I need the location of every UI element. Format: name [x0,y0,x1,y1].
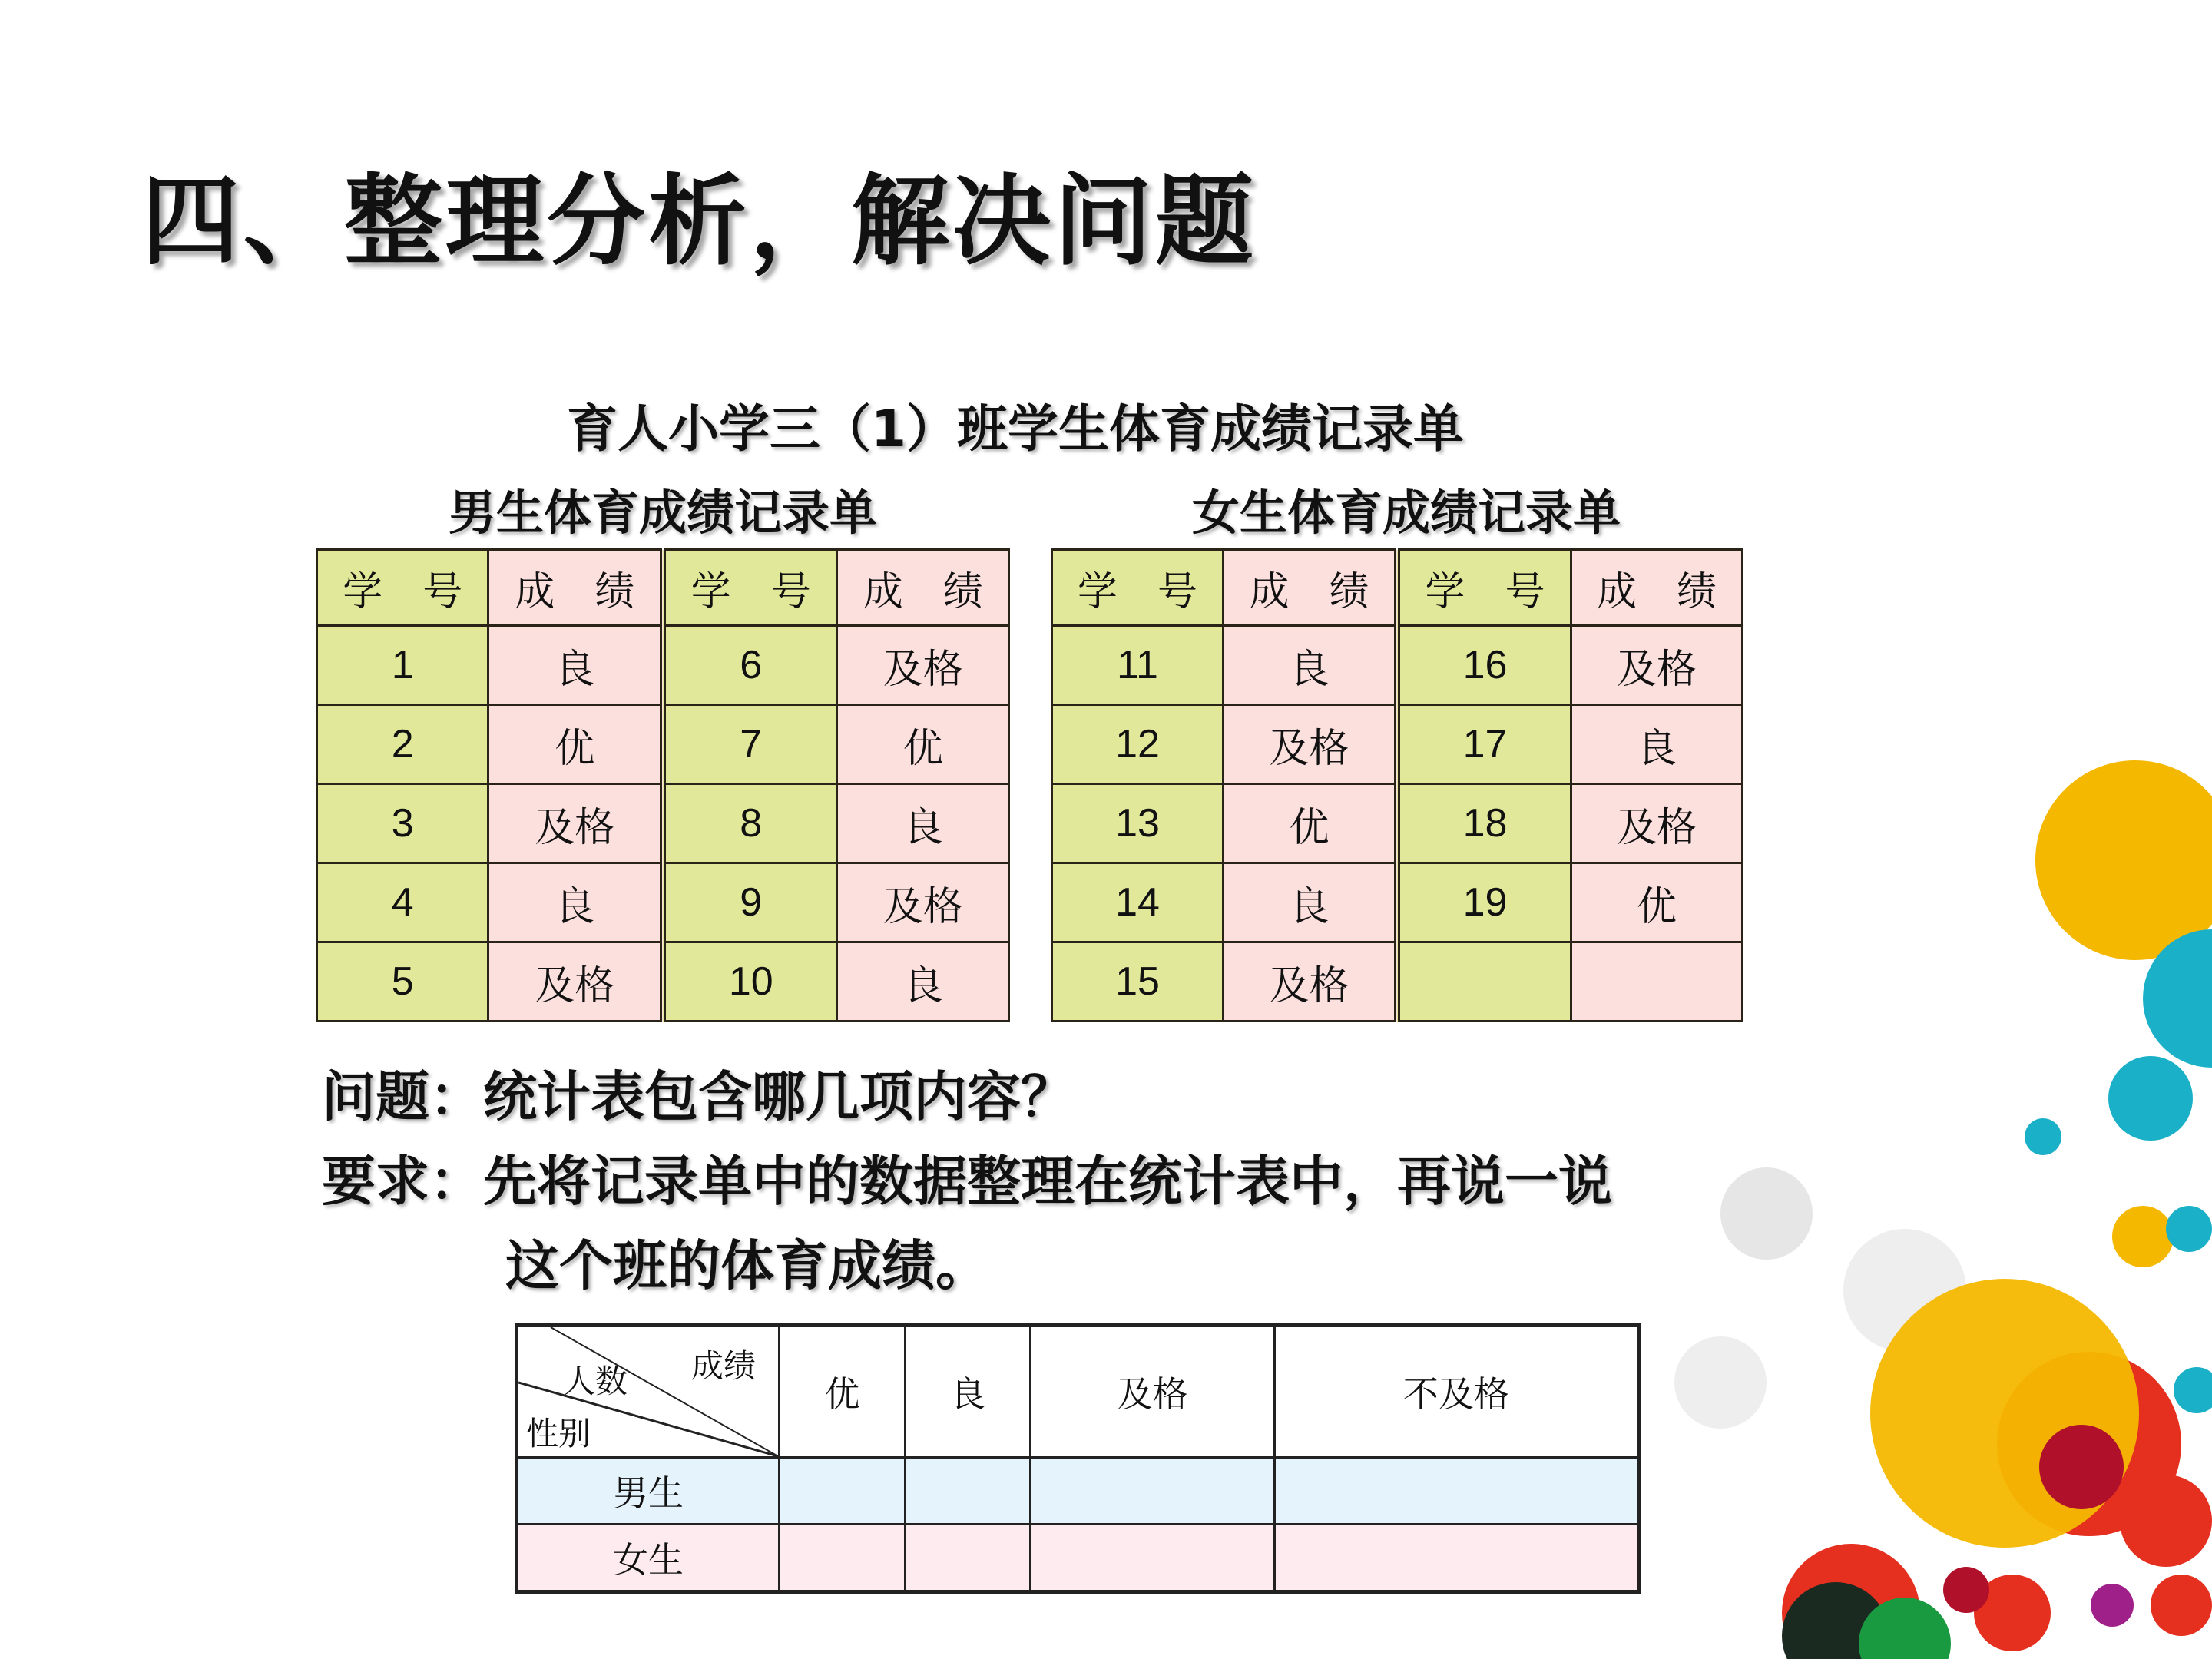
count-cell[interactable] [1031,1458,1274,1525]
student-id-cell: 4 [317,863,488,942]
student-id-cell: 16 [1397,626,1571,705]
table-row [317,626,1009,705]
student-id-cell: 12 [1052,705,1224,784]
grade-cell: 良 [488,626,663,705]
column-header: 不及格 [1274,1326,1638,1458]
corner-gender-label: 性别 [526,1415,591,1452]
student-id-cell: 8 [663,784,837,863]
count-cell[interactable] [780,1525,906,1592]
table-row [317,942,1009,1022]
table-row [317,784,1009,863]
count-cell[interactable] [1274,1458,1638,1525]
corner-count-label: 人数 [563,1363,628,1400]
student-id-cell: 6 [663,626,837,705]
page-title: 四、整理分析，解决问题 [141,164,1257,279]
grade-cell: 良 [1223,626,1397,705]
grade-cell: 良 [837,942,1009,1022]
table-row [317,705,1009,784]
header-row [1052,550,1743,626]
student-id-cell: 9 [663,863,837,942]
student-id-cell: 11 [1052,626,1224,705]
student-id-cell: 14 [1052,863,1224,942]
grade-cell: 优 [488,705,663,784]
grade-cell: 良 [488,863,663,942]
row-label: 女生 [517,1525,780,1592]
student-id-cell: 7 [663,705,837,784]
student-id-cell: 5 [317,942,488,1022]
column-header: 学 号 [1052,550,1224,626]
count-cell[interactable] [905,1525,1031,1592]
grade-cell: 及格 [488,942,663,1022]
grade-cell: 及格 [837,626,1009,705]
student-id-cell: 18 [1397,784,1571,863]
column-header: 成 绩 [488,550,663,626]
student-id-cell: 19 [1397,863,1571,942]
column-header: 及格 [1031,1326,1274,1458]
header-row [317,550,1009,626]
question-text: 问题：统计表包含哪几项内容？ [322,1065,1075,1128]
student-id-cell: 17 [1397,705,1571,784]
student-id-cell: 1 [317,626,488,705]
column-header: 成 绩 [837,550,1009,626]
student-id-cell: 15 [1052,942,1224,1022]
record-title: 育人小学三（1）班学生体育成绩记录单 [567,399,1464,459]
count-cell[interactable] [905,1458,1031,1525]
grade-cell: 及格 [488,784,663,863]
grade-cell: 良 [837,784,1009,863]
grade-cell: 及格 [1223,942,1397,1022]
column-header: 优 [780,1326,906,1458]
count-cell[interactable] [1274,1525,1638,1592]
boys-record-table [316,548,1010,1022]
column-header: 学 号 [1397,550,1571,626]
student-id-cell [1397,942,1571,1022]
statistics-table [515,1323,1641,1594]
grade-cell: 优 [1223,784,1397,863]
table-row [1052,626,1743,705]
column-header: 学 号 [317,550,488,626]
student-id-cell: 10 [663,942,837,1022]
student-id-cell: 13 [1052,784,1224,863]
table-row [517,1458,1639,1525]
student-id-cell: 2 [317,705,488,784]
grade-cell: 优 [837,705,1009,784]
grade-cell: 良 [1223,863,1397,942]
count-cell[interactable] [780,1458,906,1525]
grade-cell: 及格 [1571,784,1742,863]
grade-cell: 及格 [1571,626,1742,705]
diagonal-header-cell [517,1326,780,1458]
header-row [517,1326,1639,1458]
grade-cell: 及格 [837,863,1009,942]
column-header: 良 [905,1326,1031,1458]
boys-record-heading: 男生体育成绩记录单 [448,485,877,541]
table-row [517,1525,1639,1592]
girls-record-heading: 女生体育成绩记录单 [1191,485,1621,541]
corner-grade-label: 成绩 [691,1347,757,1385]
row-label: 男生 [517,1458,780,1525]
grade-cell: 及格 [1223,705,1397,784]
requirement-text: 要求：先将记录单中的数据整理在统计表中，再说一说 [322,1150,1612,1213]
grade-cell: 良 [1571,705,1742,784]
table-row [317,863,1009,942]
column-header: 成 绩 [1571,550,1742,626]
count-cell[interactable] [1031,1525,1274,1592]
requirement-text-continued: 这个班的体育成绩。 [505,1234,989,1297]
column-header: 成 绩 [1223,550,1397,626]
decorative-circles [1613,753,2212,1659]
column-header: 学 号 [663,550,837,626]
student-id-cell: 3 [317,784,488,863]
grade-cell: 优 [1571,863,1742,942]
